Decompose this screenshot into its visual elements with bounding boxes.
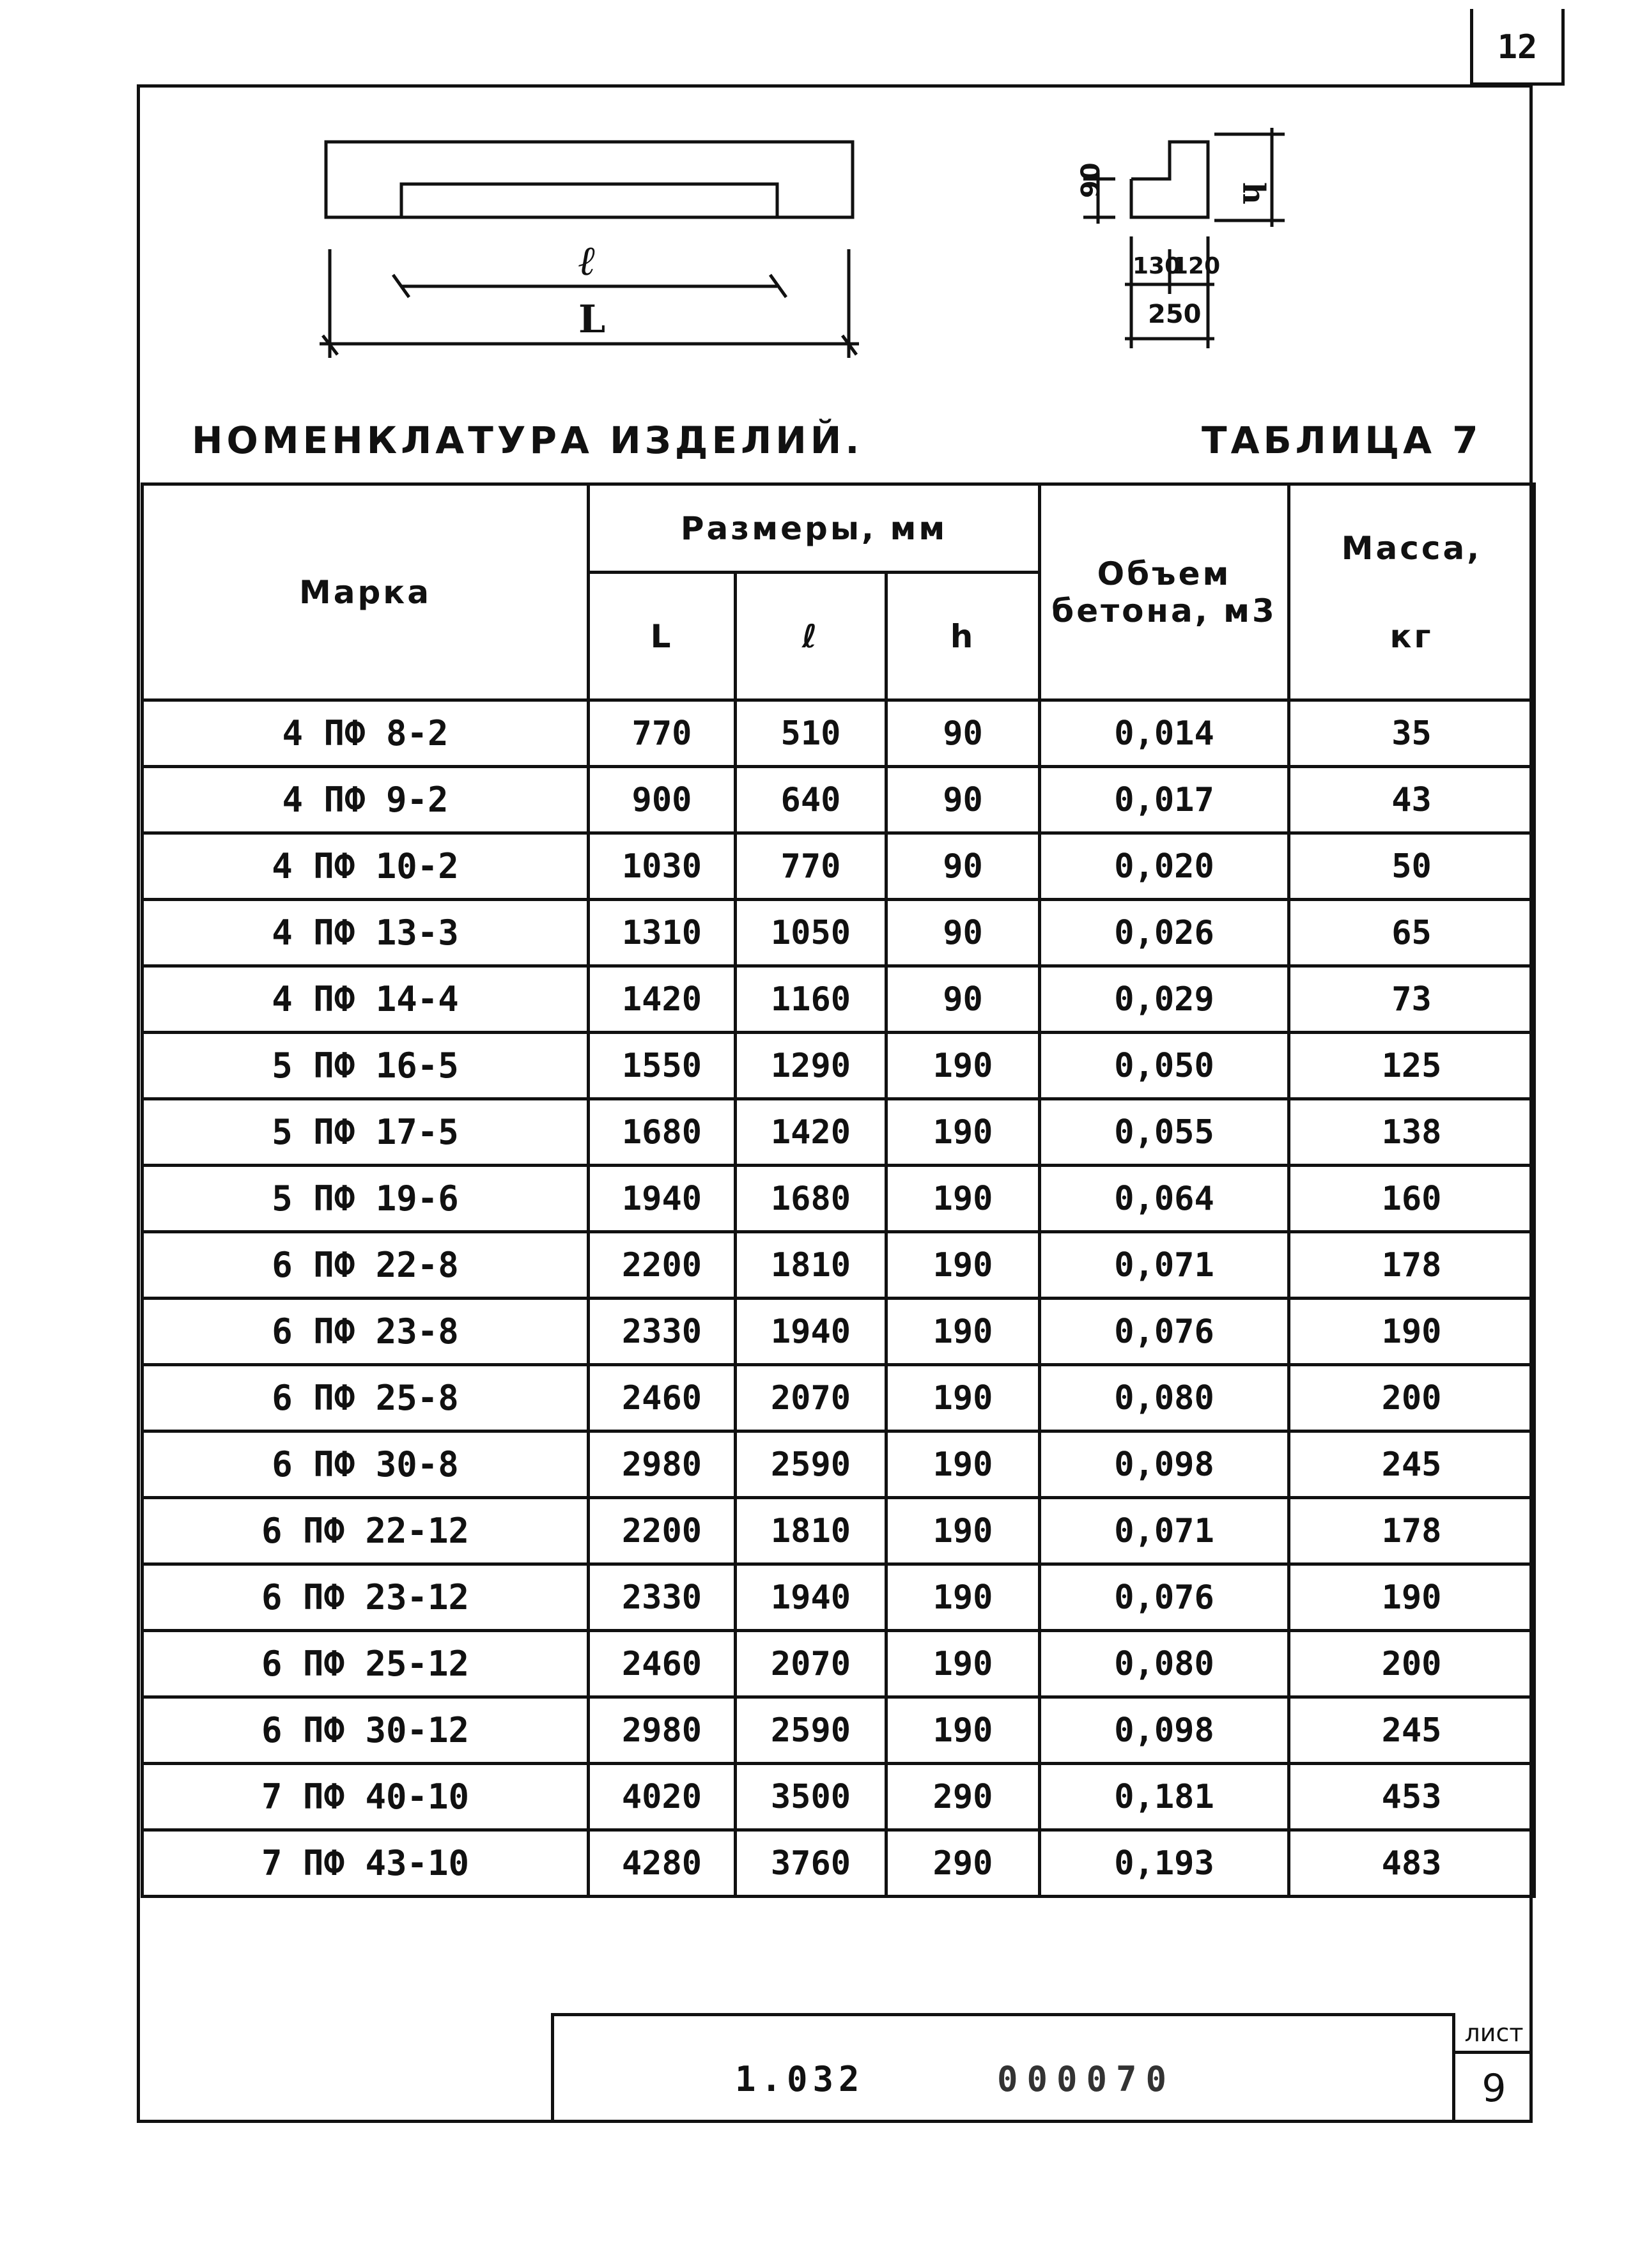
mass-cell: 43: [1289, 767, 1535, 833]
table-row: [143, 900, 1535, 966]
volume-cell: 0,098: [1040, 1431, 1289, 1498]
mass-cell: 200: [1289, 1365, 1535, 1431]
volume-cell: 0,080: [1040, 1631, 1289, 1697]
mass-cell: 50: [1289, 833, 1535, 900]
length-l-cell: 3760: [736, 1830, 886, 1897]
table-row: [143, 1232, 1535, 1299]
length-l-cell: 2070: [736, 1631, 886, 1697]
volume-cell: 0,055: [1040, 1099, 1289, 1166]
dim-label-130: 130: [1133, 253, 1181, 279]
length-L-cell: 2330: [589, 1564, 736, 1631]
length-L-cell: 2980: [589, 1431, 736, 1498]
length-l-cell: 1050: [736, 900, 886, 966]
volume-cell: 0,181: [1040, 1764, 1289, 1830]
mass-cell: 190: [1289, 1564, 1535, 1631]
length-l-cell: 1940: [736, 1564, 886, 1631]
height-cell: 90: [886, 700, 1040, 767]
height-cell: 190: [886, 1431, 1040, 1498]
table-row: [143, 1033, 1535, 1099]
length-L-cell: 900: [589, 767, 736, 833]
length-L-cell: 2460: [589, 1631, 736, 1697]
height-cell: 190: [886, 1232, 1040, 1299]
volume-cell: 0,014: [1040, 700, 1289, 767]
mark-cell: 6 ПФ 30-12: [143, 1697, 589, 1764]
mass-cell: 178: [1289, 1498, 1535, 1564]
document-code: 1.032: [735, 2059, 865, 2099]
mark-cell: 6 ПФ 30-8: [143, 1431, 589, 1498]
mass-cell: 453: [1289, 1764, 1535, 1830]
corner-sheet-number: 12: [1470, 9, 1565, 86]
mark-cell: 4 ПФ 13-3: [143, 900, 589, 966]
length-L-cell: 2200: [589, 1498, 736, 1564]
mark-cell: 6 ПФ 25-8: [143, 1365, 589, 1431]
mass-cell: 65: [1289, 900, 1535, 966]
mass-cell: 73: [1289, 966, 1535, 1033]
table-row: [143, 1564, 1535, 1631]
document-number: 000070: [997, 2059, 1176, 2099]
height-cell: 190: [886, 1498, 1040, 1564]
header-volume: Объем бетона, м3: [1040, 484, 1289, 700]
length-l-cell: 3500: [736, 1764, 886, 1830]
length-L-cell: 1940: [589, 1166, 736, 1232]
mark-cell: 4 ПФ 8-2: [143, 700, 589, 767]
mark-cell: 6 ПФ 23-12: [143, 1564, 589, 1631]
element-recess: [401, 184, 777, 217]
height-cell: 290: [886, 1764, 1040, 1830]
mark-cell: 6 ПФ 25-12: [143, 1631, 589, 1697]
element-outline: [326, 142, 853, 217]
dim-label-l: ℓ: [578, 237, 596, 285]
height-cell: 190: [886, 1299, 1040, 1365]
length-l-cell: 2070: [736, 1365, 886, 1431]
dim-label-L: L: [578, 297, 606, 342]
header-mass: [1289, 484, 1535, 700]
length-l-cell: 1810: [736, 1498, 886, 1564]
height-cell: 190: [886, 1033, 1040, 1099]
length-l-cell: 640: [736, 767, 886, 833]
mass-cell: 125: [1289, 1033, 1535, 1099]
bottom-rule: [147, 2120, 1533, 2123]
length-L-cell: 1420: [589, 966, 736, 1033]
length-l-cell: 2590: [736, 1431, 886, 1498]
height-cell: 190: [886, 1631, 1040, 1697]
volume-cell: 0,098: [1040, 1697, 1289, 1764]
volume-cell: 0,071: [1040, 1498, 1289, 1564]
volume-cell: 0,050: [1040, 1033, 1289, 1099]
product-drawing: [0, 0, 1633, 486]
sheet-label: лист: [1452, 2013, 1533, 2054]
length-L-cell: 1030: [589, 833, 736, 900]
sheet-number: 9: [1452, 2054, 1533, 2123]
length-l-cell: 2590: [736, 1697, 886, 1764]
volume-cell: 0,193: [1040, 1830, 1289, 1897]
mark-cell: 6 ПФ 22-8: [143, 1232, 589, 1299]
header-mass-label: Масса,: [1341, 529, 1482, 567]
length-L-cell: 1550: [589, 1033, 736, 1099]
length-L-cell: 770: [589, 700, 736, 767]
dim-label-h: h: [1235, 182, 1271, 204]
table-number-label: ТАБЛИЦА 7: [1202, 419, 1482, 462]
header-mass-unit: кг: [1389, 617, 1434, 655]
height-cell: 90: [886, 833, 1040, 900]
mass-cell: 160: [1289, 1166, 1535, 1232]
length-l-cell: 1940: [736, 1299, 886, 1365]
table-row: [143, 1166, 1535, 1232]
mass-cell: 245: [1289, 1431, 1535, 1498]
table-row: [143, 1764, 1535, 1830]
mark-cell: 7 ПФ 40-10: [143, 1764, 589, 1830]
length-l-cell: 1680: [736, 1166, 886, 1232]
height-cell: 190: [886, 1365, 1040, 1431]
volume-cell: 0,029: [1040, 966, 1289, 1033]
mark-cell: 5 ПФ 19-6: [143, 1166, 589, 1232]
mark-cell: 7 ПФ 43-10: [143, 1830, 589, 1897]
height-cell: 190: [886, 1697, 1040, 1764]
length-l-cell: 1810: [736, 1232, 886, 1299]
volume-cell: 0,020: [1040, 833, 1289, 900]
table-row: [143, 966, 1535, 1033]
mark-cell: 4 ПФ 9-2: [143, 767, 589, 833]
table-row: [143, 833, 1535, 900]
table-body: [143, 700, 1535, 1897]
length-L-cell: 4020: [589, 1764, 736, 1830]
mark-cell: 5 ПФ 17-5: [143, 1099, 589, 1166]
length-L-cell: 2330: [589, 1299, 736, 1365]
height-cell: 190: [886, 1099, 1040, 1166]
length-l-cell: 1420: [736, 1099, 886, 1166]
mass-cell: 178: [1289, 1232, 1535, 1299]
header-L: L: [589, 573, 736, 700]
mark-cell: 6 ПФ 23-8: [143, 1299, 589, 1365]
dim-label-120: 120: [1172, 253, 1221, 279]
volume-cell: 0,071: [1040, 1232, 1289, 1299]
mass-cell: 35: [1289, 700, 1535, 767]
height-cell: 290: [886, 1830, 1040, 1897]
length-L-cell: 2460: [589, 1365, 736, 1431]
table-row: [143, 1299, 1535, 1365]
mark-cell: 4 ПФ 10-2: [143, 833, 589, 900]
length-l-cell: 1290: [736, 1033, 886, 1099]
length-L-cell: 1680: [589, 1099, 736, 1166]
header-sizes: Размеры, мм: [589, 484, 1040, 573]
volume-cell: 0,080: [1040, 1365, 1289, 1431]
table-row: [143, 1099, 1535, 1166]
dim-label-90: 90: [1076, 162, 1106, 198]
nomenclature-table: [141, 482, 1536, 1898]
table-row: [143, 1830, 1535, 1897]
table-row: [143, 1431, 1535, 1498]
volume-cell: 0,026: [1040, 900, 1289, 966]
volume-cell: 0,017: [1040, 767, 1289, 833]
length-L-cell: 1310: [589, 900, 736, 966]
height-cell: 90: [886, 966, 1040, 1033]
mark-cell: 6 ПФ 22-12: [143, 1498, 589, 1564]
mass-cell: 190: [1289, 1299, 1535, 1365]
section-profile: [1131, 142, 1208, 217]
table-row: [143, 1365, 1535, 1431]
length-L-cell: 4280: [589, 1830, 736, 1897]
header-h: h: [886, 573, 1040, 700]
height-cell: 190: [886, 1564, 1040, 1631]
length-L-cell: 2200: [589, 1232, 736, 1299]
height-cell: 190: [886, 1166, 1040, 1232]
length-L-cell: 2980: [589, 1697, 736, 1764]
length-l-cell: 770: [736, 833, 886, 900]
mass-cell: 483: [1289, 1830, 1535, 1897]
mark-cell: 5 ПФ 16-5: [143, 1033, 589, 1099]
height-cell: 90: [886, 900, 1040, 966]
height-cell: 90: [886, 767, 1040, 833]
length-l-cell: 510: [736, 700, 886, 767]
header-mark: Марка: [143, 484, 589, 700]
table-row: [143, 1498, 1535, 1564]
length-l-cell: 1160: [736, 966, 886, 1033]
dim-label-250: 250: [1148, 300, 1202, 329]
volume-cell: 0,076: [1040, 1564, 1289, 1631]
table-row: [143, 700, 1535, 767]
nomenclature-title: НОМЕНКЛАТУРА ИЗДЕЛИЙ.: [192, 419, 863, 462]
table-row: [143, 767, 1535, 833]
header-l: ℓ: [736, 573, 886, 700]
mark-cell: 4 ПФ 14-4: [143, 966, 589, 1033]
mass-cell: 138: [1289, 1099, 1535, 1166]
table-row: [143, 1697, 1535, 1764]
mass-cell: 245: [1289, 1697, 1535, 1764]
mass-cell: 200: [1289, 1631, 1535, 1697]
table-row: [143, 1631, 1535, 1697]
volume-cell: 0,064: [1040, 1166, 1289, 1232]
volume-cell: 0,076: [1040, 1299, 1289, 1365]
